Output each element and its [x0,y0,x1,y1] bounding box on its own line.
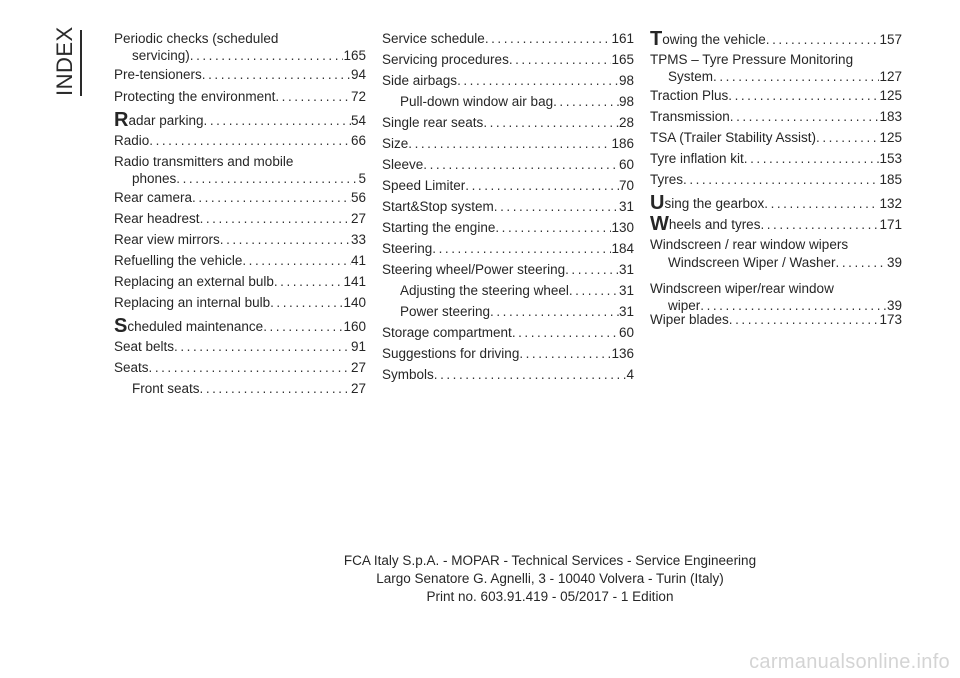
index-entry-line [650,108,902,125]
page-number: 27 [350,360,366,375]
index-entry-line [650,280,902,297]
index-entry [382,51,634,68]
dot-leader [764,195,879,212]
index-entry [382,72,634,89]
dot-leader [490,303,619,320]
index-entry-line [650,215,902,233]
index-side-tab [46,26,82,96]
index-entry [650,129,902,146]
index-entry-title: Towing the vehicle [650,28,766,50]
index-entry-line [382,51,634,68]
index-entry-title: Suggestions for driving [382,346,520,361]
index-entry-title: phones [132,171,177,186]
page-number: 72 [350,89,366,104]
index-entry-title: Start&Stop system [382,199,494,214]
page-number: 136 [611,346,634,361]
index-entry-title: Single rear seats [382,115,484,130]
index-entry-title: Windscreen wiper/rear window [650,281,834,296]
index-entry-line [382,366,634,383]
index-entry [114,153,366,187]
index-entry-title: Rear headrest [114,211,200,226]
index-entry-line [114,210,366,227]
index-entry-title: Starting the engine [382,220,496,235]
index-entry-line [382,240,634,257]
page-number: 31 [618,199,634,214]
index-entry-line [114,294,366,311]
index-entry-line [382,114,634,131]
index-entry-line [650,129,902,146]
index-entry-title: Periodic checks (scheduled [114,31,279,46]
dot-leader [270,294,343,311]
index-entry [114,294,366,311]
dot-leader [200,210,351,227]
index-entry [382,324,634,341]
index-entry-line [650,171,902,188]
dot-leader [176,170,358,187]
index-entry [114,252,366,269]
section-initial-letter: S [114,315,128,337]
index-entry [114,317,366,335]
index-entry-title: Rear camera [114,190,193,205]
index-entry [114,88,366,105]
dot-leader [495,219,611,236]
section-initial-letter: U [650,192,665,214]
page-number: 185 [879,172,902,187]
index-entry-title: Steering [382,241,433,256]
index-entry [114,380,366,397]
index-entry-line [650,150,902,167]
index-entry [650,51,902,85]
index-entry-line [114,189,366,206]
index-entry [650,108,902,125]
index-entry-line [114,153,366,170]
page-number: 60 [618,325,634,340]
index-entry-title: Protecting the environment [114,89,276,104]
index-entry-title: TPMS – Tyre Pressure Monitoring [650,52,854,67]
dot-leader [423,156,619,173]
page-number: 186 [611,136,634,151]
index-entry-title: Windscreen / rear window wipers [650,237,849,252]
page-number: 31 [618,304,634,319]
index-entry-line [650,254,902,271]
dot-leader [730,108,880,125]
index-entry-title: Traction Plus [650,88,729,103]
index-entry-title: Sleeve [382,157,424,172]
index-entry-title: Windscreen Wiper / Washer [668,255,836,270]
index-entry-title: Seat belts [114,339,175,354]
index-entry-title: Tyres [650,172,684,187]
dot-leader [220,231,351,248]
index-entry [114,359,366,376]
footer-line-company: FCA Italy S.p.A. - MOPAR - Technical Services - Service Engineering [343,553,757,568]
index-entry-line [382,93,634,110]
page-number: 31 [618,262,634,277]
index-entry-line [650,194,902,212]
dot-leader [483,114,619,131]
index-entry [382,282,634,299]
index-entry-title: Transmission [650,109,730,124]
index-entry [382,177,634,194]
index-entry-line [382,135,634,152]
index-entry-title: Wiper blades [650,312,729,327]
index-entry [114,189,366,206]
page-number: 28 [618,115,634,130]
page-number: 39 [886,255,902,270]
index-entry-line [382,156,634,173]
dot-leader [149,359,351,376]
dot-leader [509,51,612,68]
index-entry-line [650,30,902,48]
dot-leader [836,254,887,271]
index-entry [650,171,902,188]
index-entry-line [114,66,366,83]
page-number: 141 [343,274,366,289]
dot-leader [274,273,344,290]
index-entry [650,150,902,167]
dot-leader [744,150,880,167]
index-entry-line [382,72,634,89]
dot-leader [200,380,351,397]
index-entry [650,87,902,104]
index-entry [650,311,902,328]
page-number: 5 [358,171,366,186]
index-entry [650,194,902,212]
page-number: 27 [350,381,366,396]
index-entry-title: Refuelling the vehicle [114,253,243,268]
index-entry-line [382,30,634,47]
index-entry-title: Servicing procedures [382,52,509,67]
index-entry-line [650,68,902,85]
page-number: 171 [879,217,902,232]
dot-leader [275,88,351,105]
index-entry [114,273,366,290]
page-number: 27 [350,211,366,226]
index-entry-title: System [668,69,714,84]
page-number: 125 [879,130,902,145]
index-entry-title: Rear view mirrors [114,232,220,247]
index-entry-line [114,30,366,47]
index-entry-line [650,236,902,253]
index-entry-line [114,88,366,105]
index-entry [114,66,366,83]
index-entry [382,198,634,215]
index-entry-line [114,111,366,129]
index-entry-title: Scheduled maintenance [114,315,264,337]
index-entry-title: TSA (Trailer Stability Assist) [650,130,817,145]
footer-line-address: Largo Senatore G. Agnelli, 3 - 10040 Volvera - Turin (Italy) [376,571,724,586]
index-entry [650,30,902,48]
index-tab-label: INDEX [52,26,77,96]
page-number: 41 [350,253,366,268]
page-number: 4 [626,367,634,382]
dot-leader [683,171,879,188]
dot-leader [204,112,351,129]
index-entry [382,366,634,383]
index-entry [114,132,366,149]
dot-leader [519,345,611,362]
index-entry-title: Front seats [132,381,200,396]
index-entry-title: Replacing an internal bulb [114,295,271,310]
page-number: 153 [879,151,902,166]
page-number: 173 [879,312,902,327]
index-tab-rule [80,30,82,96]
dot-leader [174,338,351,355]
index-entry-title: Power steering [400,304,491,319]
index-entry [382,135,634,152]
index-entry-line [382,303,634,320]
index-entry-title: Steering wheel/Power steering [382,262,566,277]
dot-leader [494,198,619,215]
index-entry [650,215,902,233]
index-entry [382,30,634,47]
index-entry-line [114,380,366,397]
index-entry-title: Pull-down window air bag [400,94,554,109]
section-initial-letter: T [650,28,663,50]
index-entry-line [382,324,634,341]
index-entry-line [382,177,634,194]
index-entry-line [114,132,366,149]
section-initial-letter: R [114,109,129,131]
dot-leader [485,30,612,47]
dot-leader [457,72,619,89]
page-number: 157 [879,32,902,47]
page-number: 130 [611,220,634,235]
index-entry-line [114,47,366,64]
page-number: 70 [618,178,634,193]
page-number: 98 [618,94,634,109]
page-number: 66 [350,133,366,148]
dot-leader [432,240,611,257]
index-entry [382,156,634,173]
page-number: 140 [343,295,366,310]
dot-leader [760,216,879,233]
footer-line-print: Print no. 603.91.419 - 05/2017 - 1 Edition [426,589,674,604]
index-entry [114,30,366,64]
dot-leader [729,311,880,328]
dot-leader [569,282,619,299]
index-entry-title: Side airbags [382,73,458,88]
page-number: 160 [343,319,366,334]
index-entry [114,231,366,248]
index-entry-title: servicing) [132,48,190,63]
index-entry-line [114,317,366,335]
index-entry-title: Wheels and tyres [650,213,761,235]
index-entry-line [382,261,634,278]
index-entry-title: Symbols [382,367,434,382]
dot-leader [149,132,351,149]
dot-leader [242,252,351,269]
index-entry-title: Storage compartment [382,325,512,340]
page-number: 91 [350,339,366,354]
page-number: 31 [618,283,634,298]
dot-leader [565,261,619,278]
index-entry-line [114,170,366,187]
dot-leader [190,47,344,64]
dot-leader [766,31,880,48]
index-entry-title: Radio [114,133,150,148]
index-entry-title: Speed Limiter [382,178,466,193]
dot-leader [465,177,619,194]
publisher-footer [190,552,910,606]
index-entry-line [650,51,902,68]
index-entry-line [114,231,366,248]
index-entry [382,303,634,320]
index-entry-line [382,282,634,299]
index-entry [382,261,634,278]
index-entry-title: Radio transmitters and mobile [114,154,294,169]
page-number: 33 [350,232,366,247]
index-entry [382,345,634,362]
dot-leader [408,135,611,152]
page-number: 39 [886,298,902,313]
index-entry-title: wiper [668,298,701,313]
index-entry-line [650,311,902,328]
page-number: 132 [879,196,902,211]
index-entry-title: Radar parking [114,109,204,131]
watermark: carmanualsonline.info [749,651,950,673]
index-entry-title: Pre-tensioners [114,67,202,82]
index-entry-title: Using the gearbox [650,192,765,214]
index-entry-title: Tyre inflation kit [650,151,744,166]
index-entry [114,338,366,355]
index-entry [382,240,634,257]
index-entry-title: Adjusting the steering wheel [400,283,569,298]
index-entry-line [382,345,634,362]
page-number: 54 [350,113,366,128]
page-number: 161 [611,31,634,46]
section-initial-letter: W [650,213,669,235]
page-number: 94 [350,67,366,82]
page-number: 60 [618,157,634,172]
index-entry-title: Service schedule [382,31,485,46]
dot-leader [434,366,627,383]
dot-leader [192,189,351,206]
index-entry-line [382,219,634,236]
dot-leader [713,68,879,85]
page-number: 125 [879,88,902,103]
index-entry [650,280,902,314]
index-entry [382,219,634,236]
page-number: 56 [350,190,366,205]
index-entry-title: Size [382,136,409,151]
page-number: 165 [343,48,366,63]
page-number: 184 [611,241,634,256]
index-entry [650,254,902,271]
index-entry [650,236,902,253]
dot-leader [202,66,351,83]
index-entry-line [114,359,366,376]
dot-leader [553,93,619,110]
index-entry-line [382,198,634,215]
dot-leader [263,318,343,335]
dot-leader [728,87,879,104]
dot-leader [816,129,879,146]
index-entry [114,111,366,129]
index-entry [114,210,366,227]
dot-leader [512,324,619,341]
index-entry-line [114,338,366,355]
page-number: 165 [611,52,634,67]
page-number: 183 [879,109,902,124]
page-number: 127 [879,69,902,84]
index-entry-title: Replacing an external bulb [114,274,274,289]
index-entry [382,114,634,131]
page-number: 98 [618,73,634,88]
index-entry-line [650,87,902,104]
index-entry [382,93,634,110]
index-entry-title: Seats [114,360,149,375]
index-entry-line [114,252,366,269]
index-entry-line [114,273,366,290]
